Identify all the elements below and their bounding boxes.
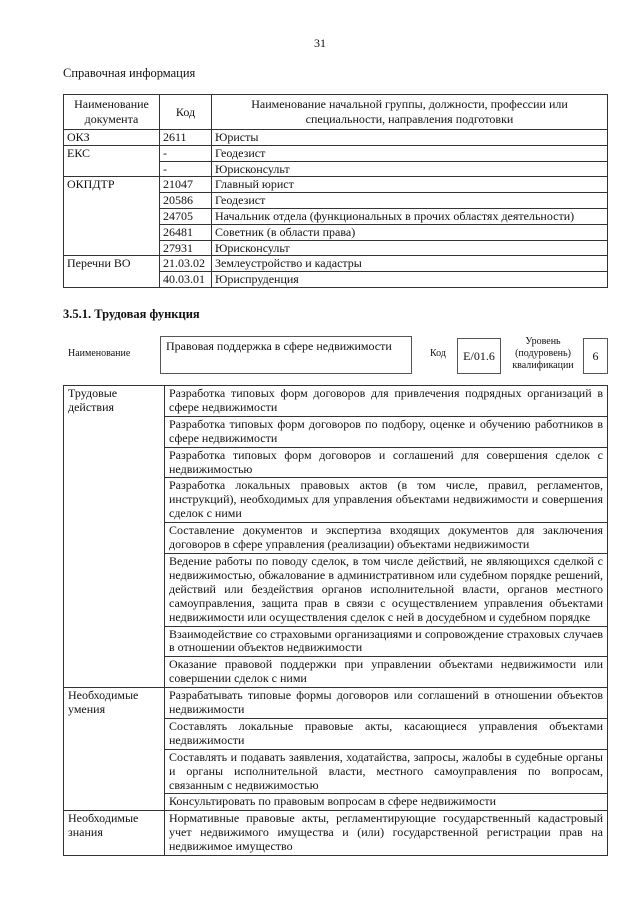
cell-name: Главный юрист [212, 177, 608, 193]
table-row [64, 193, 608, 209]
cell-code: 26481 [160, 224, 212, 240]
function-code-box: E/01.6 [457, 338, 501, 374]
cell-document [64, 208, 160, 224]
cell-name: Геодезист [212, 193, 608, 209]
skill-item: Составлять и подавать заявления, ходатайства, запросы, жалобы в судебные органы и органы исполнительной власти, местного самоуправления по вопросам, связанным с недвижимостью [165, 749, 608, 794]
cell-code: 24705 [160, 208, 212, 224]
cell-document [64, 193, 160, 209]
labor-action-item: Взаимодействие со страховыми организациями и сопровождение страховых случаев в отношении объектов недвижимости [165, 626, 608, 657]
cell-document: ОКПДТР [64, 177, 160, 193]
table-row [64, 386, 608, 417]
header-document: Наименование документа [64, 95, 160, 130]
qualification-level-box: 6 [583, 338, 608, 374]
function-details-table [63, 385, 608, 856]
labor-action-item: Составление документов и экспертиза входящих документов для заключения договоров в сфере управления (реализации) объектами недвижимости [165, 523, 608, 554]
table-row [64, 161, 608, 177]
cell-code: - [160, 161, 212, 177]
skill-item: Консультировать по правовым вопросам в сфере недвижимости [165, 794, 608, 811]
function-code-label: Код [430, 348, 446, 359]
page-number: 31 [314, 36, 326, 50]
table-row [64, 208, 608, 224]
table-row [64, 256, 608, 272]
reference-table [63, 94, 608, 288]
table-row [64, 688, 608, 719]
cell-code: 21.03.02 [160, 256, 212, 272]
reference-heading: Справочная информация [63, 66, 196, 80]
table-row [64, 177, 608, 193]
skill-item: Разрабатывать типовые формы договоров или соглашений в отношении объектов недвижимости [165, 688, 608, 719]
cell-code: 21047 [160, 177, 212, 193]
table-row [64, 811, 608, 856]
labor-action-item: Разработка локальных правовых актов (в том числе, правил, регламентов, инструкций), необходимых для управления объектами недвижимости и совершения сделок с ними [165, 478, 608, 523]
required-knowledge-label: Необходимые знания [64, 811, 165, 856]
table-row [64, 272, 608, 288]
table-row [64, 130, 608, 146]
cell-document [64, 240, 160, 256]
function-name-box: Правовая поддержка в сфере недвижимости [160, 336, 412, 374]
header-name: Наименование начальной группы, должности, профессии или специальности, направления подготовки [212, 95, 608, 130]
cell-code: 40.03.01 [160, 272, 212, 288]
cell-name: Юрисконсульт [212, 161, 608, 177]
table-row [64, 224, 608, 240]
section-title: 3.5.1. Трудовая функция [63, 307, 200, 321]
cell-code: 27931 [160, 240, 212, 256]
cell-code: 20586 [160, 193, 212, 209]
qualification-level-label: Уровень (подуровень) квалификации [512, 336, 574, 371]
cell-name: Землеустройство и кадастры [212, 256, 608, 272]
labor-action-item: Разработка типовых форм договоров для привлечения подрядных организаций в сфере недвижимости [165, 386, 608, 417]
labor-action-item: Разработка типовых форм договоров и соглашений для совершения сделок с недвижимостью [165, 447, 608, 478]
header-code: Код [160, 95, 212, 130]
cell-document: ОКЗ [64, 130, 160, 146]
table-row [64, 240, 608, 256]
reference-table-header [64, 95, 608, 130]
skill-item: Составлять локальные правовые акты, касающиеся управления объектами недвижимости [165, 718, 608, 749]
labor-action-item: Разработка типовых форм договоров по подбору, оценке и обучению работников в сфере недвижимости [165, 416, 608, 447]
cell-name: Юрисконсульт [212, 240, 608, 256]
cell-name: Юриспруденция [212, 272, 608, 288]
cell-name: Геодезист [212, 145, 608, 161]
cell-document: Перечни ВО [64, 256, 160, 272]
cell-name: Начальник отдела (функциональных в прочих областях деятельности) [212, 208, 608, 224]
cell-document [64, 224, 160, 240]
required-skills-label: Необходимые умения [64, 688, 165, 811]
labor-actions-label: Трудовые действия [64, 386, 165, 688]
knowledge-item: Нормативные правовые акты, регламентирующие государственный кадастровый учет недвижимого имущества и (или) государственной регистрации прав на недвижимое имущество [165, 811, 608, 856]
cell-document [64, 272, 160, 288]
function-name-label: Наименование [68, 348, 131, 359]
labor-action-item: Оказание правовой поддержки при управлении объектами недвижимости или совершении сделок с ними [165, 657, 608, 688]
cell-code: 2611 [160, 130, 212, 146]
cell-code: - [160, 145, 212, 161]
cell-name: Советник (в области права) [212, 224, 608, 240]
cell-document: ЕКС [64, 145, 160, 161]
labor-action-item: Ведение работы по поводу сделок, в том числе действий, не являющихся сделкой с недвижимостью, обжалование в административном или судебном порядке решений, действий или бездействия органов исполнительной власти, органов местного самоуправления, защита прав в связи с осуществлением управления объектами недвижимости или осуществления сделок с ней в досудебном и судебном порядке [165, 553, 608, 626]
cell-name: Юристы [212, 130, 608, 146]
cell-document [64, 161, 160, 177]
table-row [64, 145, 608, 161]
